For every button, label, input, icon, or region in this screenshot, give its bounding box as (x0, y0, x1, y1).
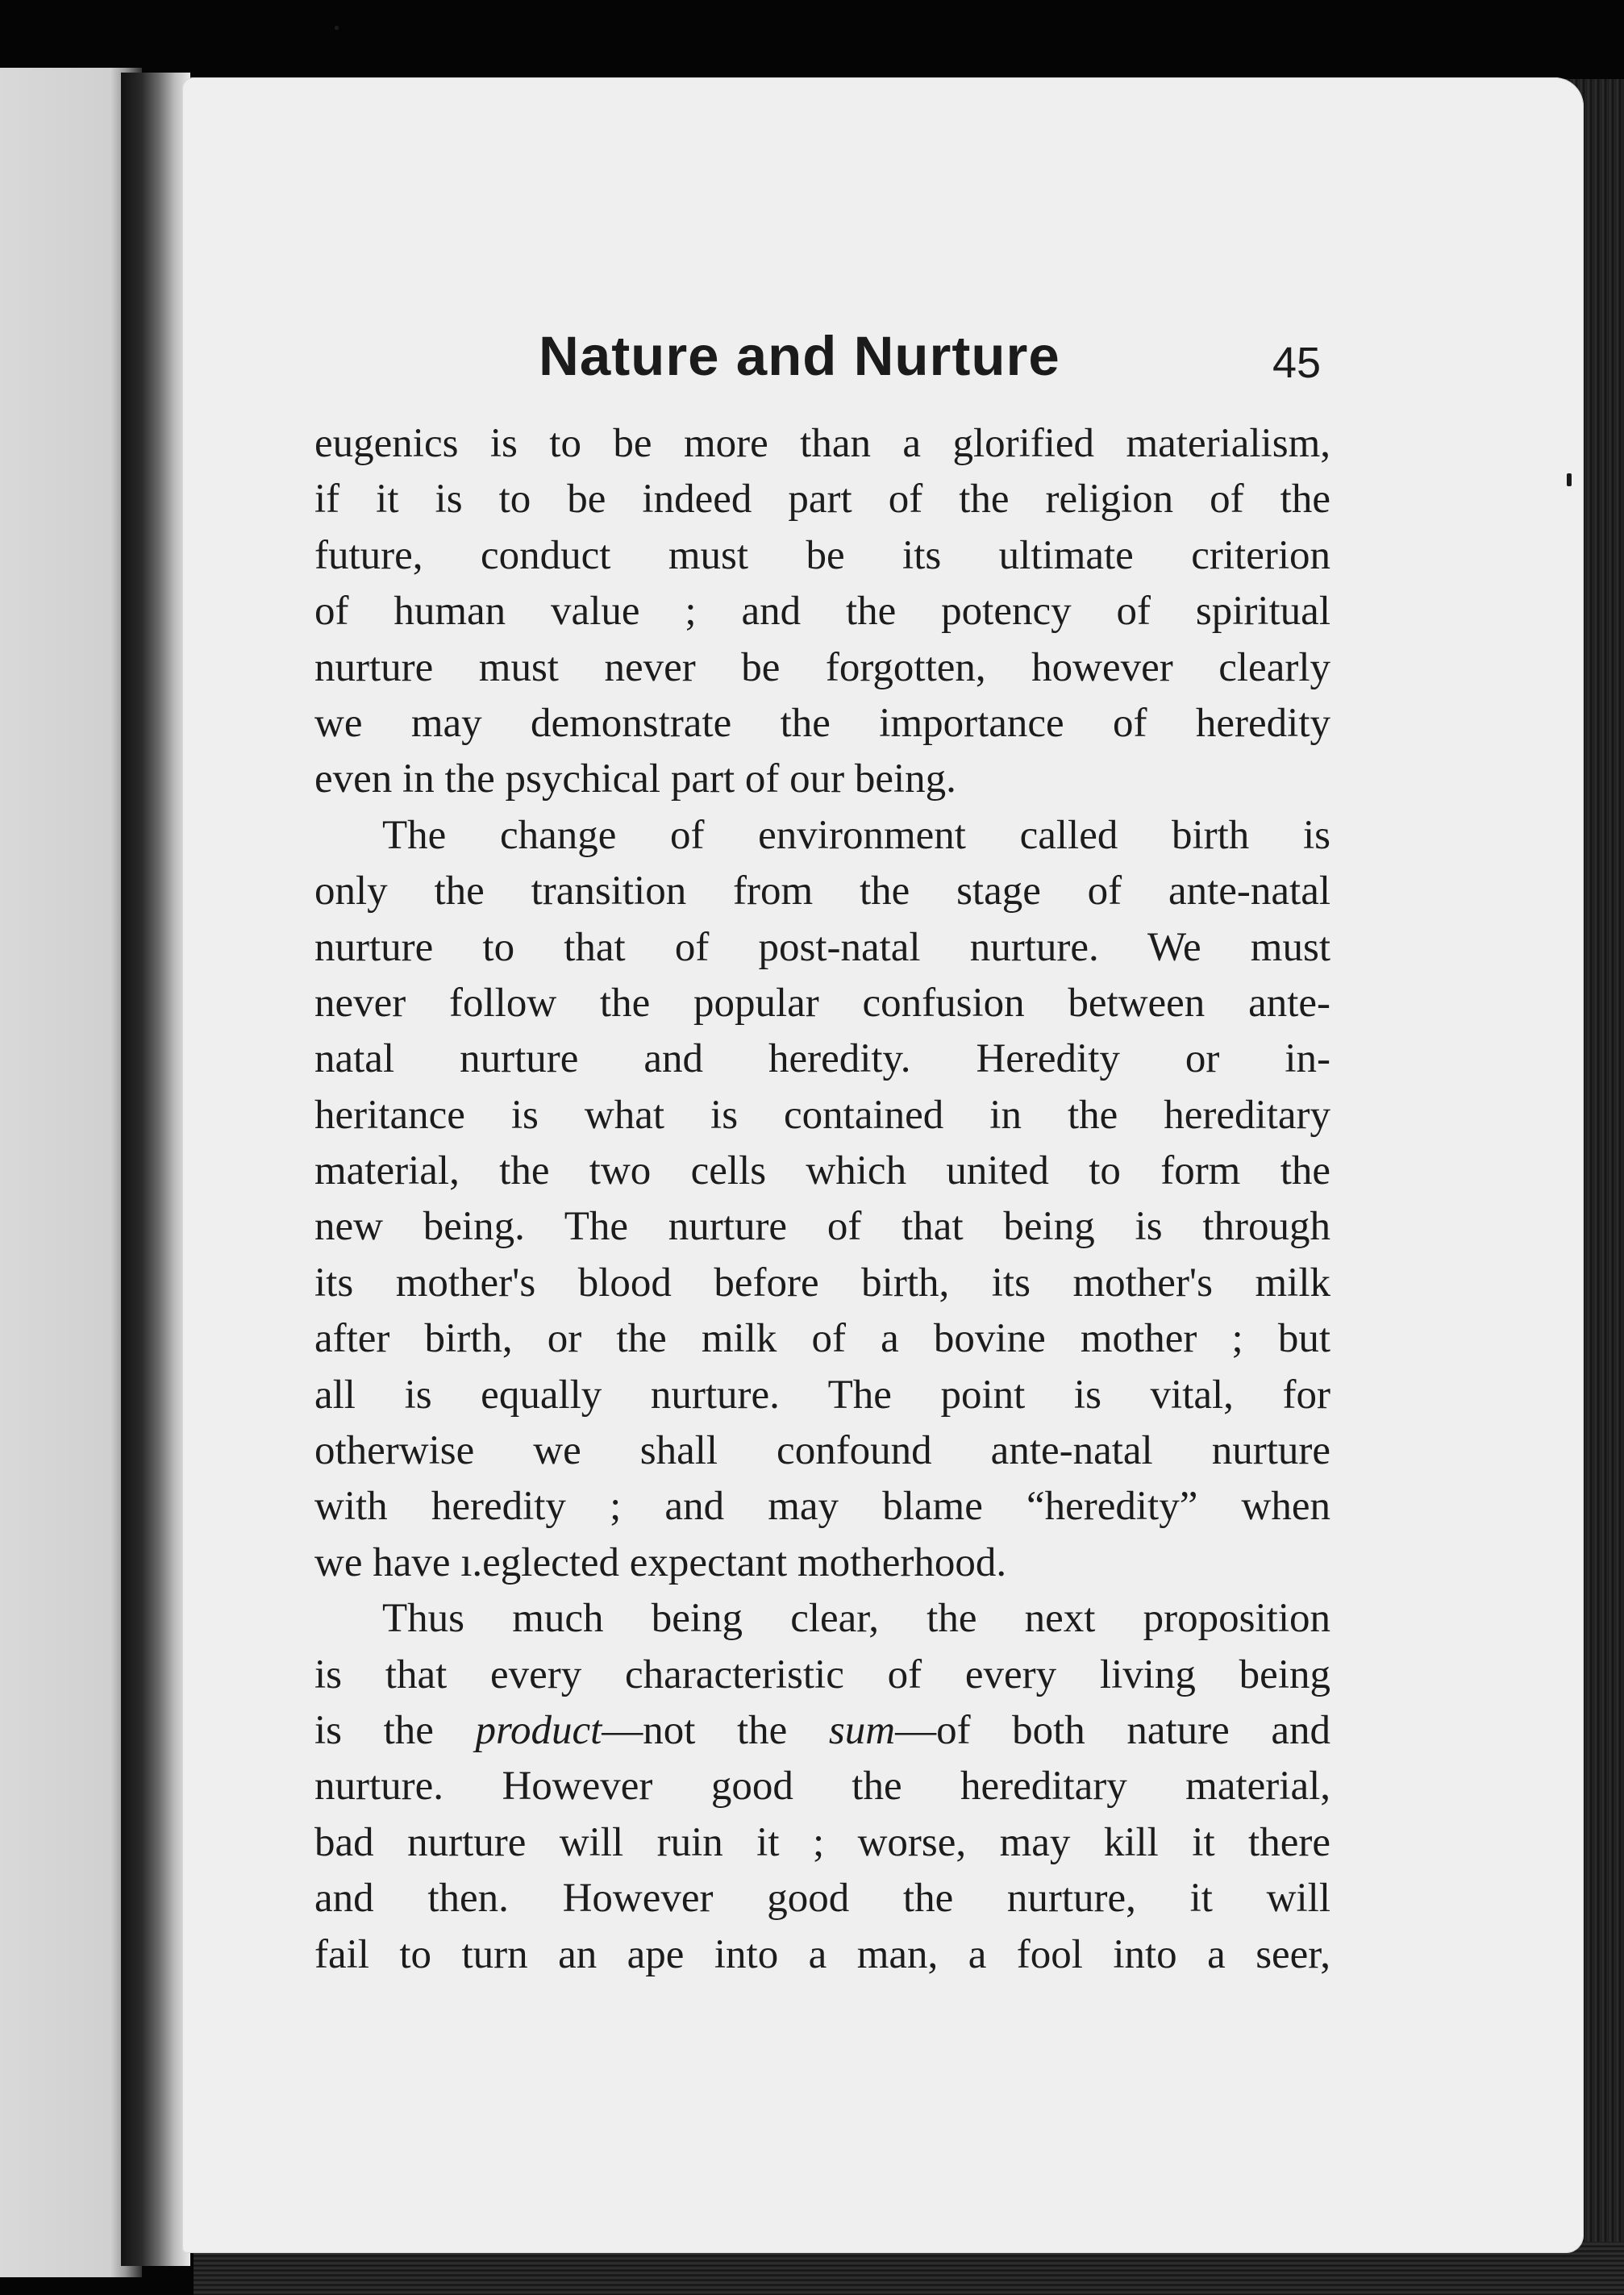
text-line: material, the two cells which united to form the (314, 1148, 1330, 1194)
text-line: nurture must never be forgotten, however clearly (314, 644, 1330, 690)
line-start: is the (314, 1707, 476, 1753)
book-gutter (121, 73, 190, 2266)
text-line: if it is to be indeed part of the religion of the (314, 477, 1330, 523)
paragraph-product-proposition (314, 1591, 1330, 1983)
text-line: heritance is what is contained in the hereditary (314, 1092, 1330, 1138)
text-line: all is equally nurture. The point is vital, for (314, 1372, 1330, 1418)
body-text (314, 416, 1330, 1983)
text-line: fail to turn an ape into a man, a fool into a seer, (314, 1931, 1330, 1977)
text-line: we may demonstrate the importance of heredity (314, 700, 1330, 746)
paragraph-birth-environment (314, 808, 1330, 1591)
text-line: eugenics is to be more than a glorified materialism, (314, 421, 1330, 466)
text-line: future, conduct must be its ultimate criterion (314, 532, 1330, 578)
text-line: natal nurture and heredity. Heredity or in- (314, 1036, 1330, 1082)
text-line: with heredity ; and may blame “heredity” when (314, 1484, 1330, 1530)
text-line: and then. However good the nurture, it will (314, 1876, 1330, 1922)
page-number: 45 (1272, 339, 1322, 387)
text-line: after birth, or the milk of a bovine mother ; but (314, 1316, 1330, 1362)
text-line: Thus much being clear, the next proposition (382, 1596, 1330, 1642)
text-line: its mother's blood before birth, its mother's milk (314, 1260, 1330, 1306)
emphasis-sum: sum (828, 1707, 896, 1753)
emphasis-product: product (475, 1707, 602, 1753)
text-line: never follow the popular confusion between ante- (314, 980, 1330, 1026)
text-line: nurture. However good the hereditary material, (314, 1764, 1330, 1810)
text-line-with-emphasis (314, 1703, 1330, 1759)
paragraph-continued (314, 416, 1330, 808)
text-line: only the transition from the stage of ante-natal (314, 868, 1330, 914)
text-line: bad nurture will ruin it ; worse, may kill it there (314, 1819, 1330, 1865)
scan-speck (1567, 473, 1572, 486)
line-end: —of both nature and (895, 1707, 1330, 1753)
book-page (182, 77, 1584, 2253)
running-header (182, 316, 1584, 405)
text-line: nurture to that of post-natal nurture. We must (314, 924, 1330, 970)
scan-speck (335, 26, 339, 30)
text-line: new being. The nurture of that being is through (314, 1204, 1330, 1250)
text-line: is that every characteristic of every living being (314, 1651, 1330, 1697)
page-title: Nature and Nurture (539, 325, 1060, 387)
text-line: The change of environment called birth is (382, 812, 1330, 858)
text-line: of human value ; and the potency of spiritual (314, 589, 1330, 635)
text-line: even in the psychical part of our being. (314, 756, 956, 802)
line-middle: —not the (602, 1707, 829, 1753)
text-line: we have ı.eglected expectant motherhood. (314, 1539, 1007, 1585)
text-line: otherwise we shall confound ante-natal nurture (314, 1428, 1330, 1474)
